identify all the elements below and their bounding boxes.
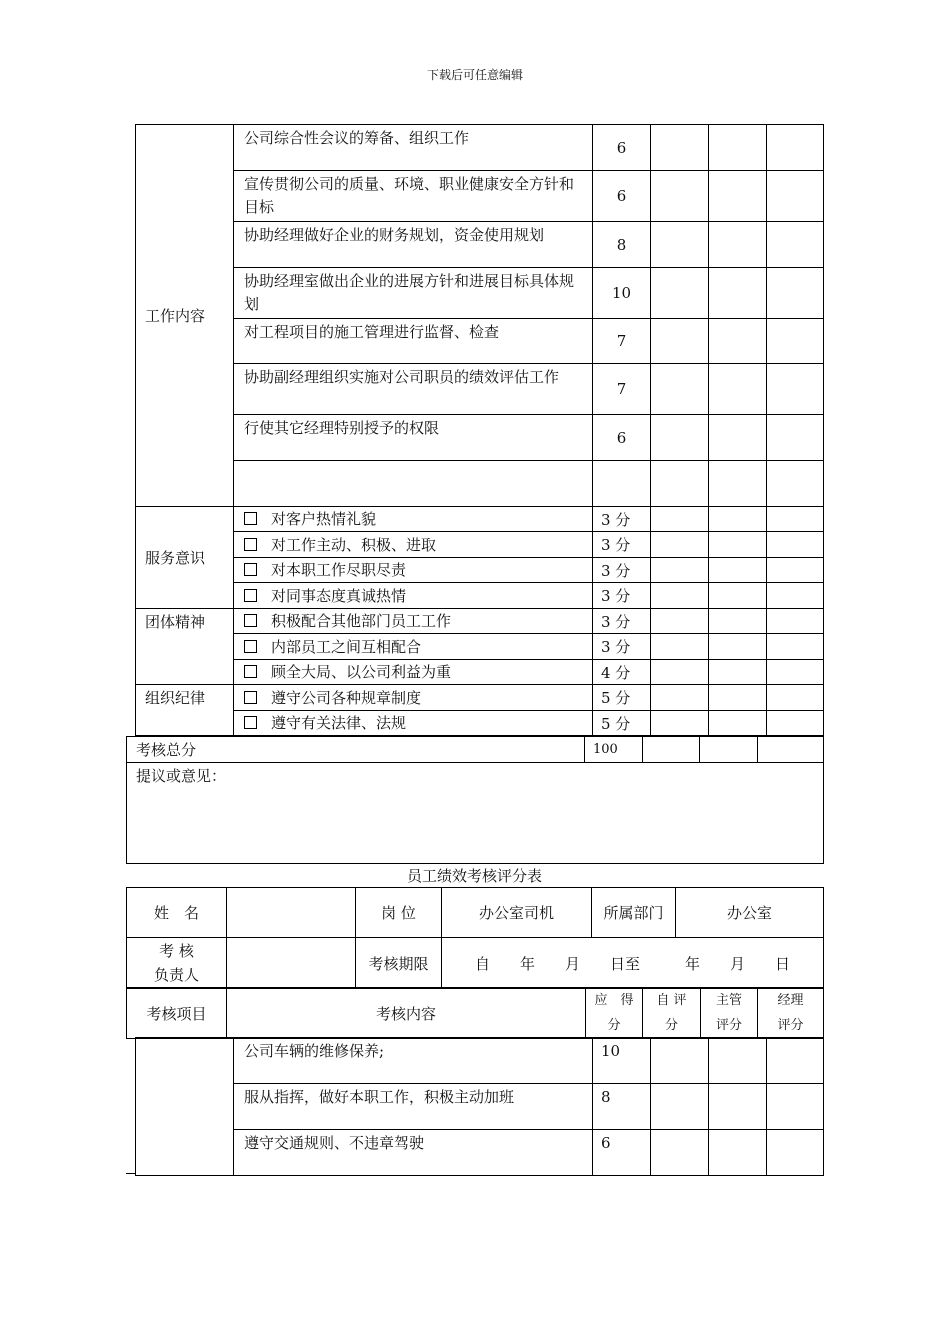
table-edge-mark xyxy=(126,1173,136,1174)
col-content-header: 考核内容 xyxy=(227,988,586,1039)
manager-score-cell[interactable] xyxy=(767,461,824,507)
self-score-cell[interactable] xyxy=(651,171,709,222)
item-score: 3 分 xyxy=(593,609,651,634)
item-score: 3 分 xyxy=(593,634,651,660)
self-score-cell[interactable] xyxy=(651,1084,709,1130)
self-score-cell[interactable] xyxy=(651,609,709,634)
work-item: 协助经理做好企业的财务规划，资金使用规划 xyxy=(234,222,593,268)
total-label: 考核总分 xyxy=(127,737,585,763)
driver-item: 公司车辆的维修保养; xyxy=(234,1038,593,1084)
col-due-score-header: 应 得 分 xyxy=(586,988,643,1039)
self-score-cell[interactable] xyxy=(651,222,709,268)
driver-score: 8 xyxy=(593,1084,651,1130)
category-discipline: 组织纪律 xyxy=(136,685,234,736)
self-score-cell[interactable] xyxy=(651,415,709,461)
manager-score-cell[interactable] xyxy=(767,1038,824,1084)
supervisor-score-cell[interactable] xyxy=(709,711,767,736)
checkbox-icon[interactable] xyxy=(244,614,257,627)
checkbox-icon[interactable] xyxy=(244,665,257,678)
checklist-item: 对同事态度真诚热情 xyxy=(234,583,593,609)
supervisor-score-cell[interactable] xyxy=(709,685,767,711)
self-score-cell[interactable] xyxy=(651,268,709,319)
driver-item-category xyxy=(136,1038,234,1176)
manager-score-cell[interactable] xyxy=(767,711,824,736)
manager-score-cell[interactable] xyxy=(767,558,824,583)
department-value: 办公室 xyxy=(676,888,824,938)
item-score: 3 分 xyxy=(593,532,651,558)
self-score-cell[interactable] xyxy=(651,634,709,660)
manager-score-cell[interactable] xyxy=(767,660,824,685)
self-score-cell[interactable] xyxy=(651,507,709,532)
checkbox-icon[interactable] xyxy=(244,589,257,602)
self-total-cell[interactable] xyxy=(643,737,700,763)
manager-score-cell[interactable] xyxy=(767,583,824,609)
checklist-item: 遵守有关法律、法规 xyxy=(234,711,593,736)
checkbox-icon[interactable] xyxy=(244,538,257,551)
supervisor-score-cell[interactable] xyxy=(709,1038,767,1084)
item-score: 3 分 xyxy=(593,583,651,609)
work-score-empty[interactable] xyxy=(593,461,651,507)
manager-score-cell[interactable] xyxy=(767,171,824,222)
work-score: 6 xyxy=(593,415,651,461)
suggestion-label: 提议或意见： xyxy=(136,767,227,785)
supervisor-score-cell[interactable] xyxy=(709,507,767,532)
manager-score-cell[interactable] xyxy=(767,609,824,634)
work-score: 7 xyxy=(593,364,651,415)
checklist-item: 遵守公司各种规章制度 xyxy=(234,685,593,711)
supervisor-score-cell[interactable] xyxy=(709,125,767,171)
checklist-item: 内部员工之间互相配合 xyxy=(234,634,593,660)
category-work: 工作内容 xyxy=(136,125,234,507)
manager-score-cell[interactable] xyxy=(767,634,824,660)
employee-info-table xyxy=(126,887,824,989)
work-score: 6 xyxy=(593,171,651,222)
work-item: 协助副经理组织实施对公司职员的绩效评估工作 xyxy=(234,364,593,415)
work-item: 对工程项目的施工管理进行监督、检查 xyxy=(234,319,593,364)
checklist-item: 对客户热情礼貌 xyxy=(234,507,593,532)
supervisor-score-cell[interactable] xyxy=(709,222,767,268)
position-label: 岗 位 xyxy=(356,888,442,938)
checkbox-icon[interactable] xyxy=(244,716,257,729)
self-score-cell[interactable] xyxy=(651,1130,709,1176)
period-value[interactable]: 自 年 月 日至 年 月 日 xyxy=(442,938,824,989)
driver-item: 遵守交通规则、不违章驾驶 xyxy=(234,1130,593,1176)
self-score-cell[interactable] xyxy=(651,1038,709,1084)
col-manager-score-header: 经理 评分 xyxy=(758,988,824,1039)
work-score: 8 xyxy=(593,222,651,268)
supervisor-score-cell[interactable] xyxy=(709,364,767,415)
work-content-table xyxy=(135,124,824,507)
attitude-table xyxy=(135,506,824,736)
work-item: 公司综合性会议的筹备、组织工作 xyxy=(234,125,593,171)
work-item: 宣传贯彻公司的质量、环境、职业健康安全方针和目标 xyxy=(234,171,593,222)
self-score-cell[interactable] xyxy=(651,685,709,711)
supervisor-score-cell[interactable] xyxy=(709,1130,767,1176)
name-field[interactable] xyxy=(227,888,356,938)
manager-score-cell[interactable] xyxy=(767,125,824,171)
checklist-item: 积极配合其他部门员工工作 xyxy=(234,609,593,634)
supervisor-score-cell[interactable] xyxy=(709,609,767,634)
supervisor-score-cell[interactable] xyxy=(709,558,767,583)
work-item: 行使其它经理特别授予的权限 xyxy=(234,415,593,461)
manager-score-cell[interactable] xyxy=(767,507,824,532)
self-score-cell[interactable] xyxy=(651,558,709,583)
name-label: 姓 名 xyxy=(127,888,227,938)
category-service: 服务意识 xyxy=(136,507,234,609)
self-score-cell[interactable] xyxy=(651,125,709,171)
checkbox-icon[interactable] xyxy=(244,691,257,704)
checklist-item: 对本职工作尽职尽责 xyxy=(234,558,593,583)
manager-score-cell[interactable] xyxy=(767,415,824,461)
self-score-cell[interactable] xyxy=(651,532,709,558)
supervisor-score-cell[interactable] xyxy=(709,171,767,222)
reviewer-label: 考 核 负责人 xyxy=(127,938,227,989)
col-supervisor-score-header: 主管 评分 xyxy=(701,988,758,1039)
work-item-empty[interactable] xyxy=(234,461,593,507)
col-self-score-header: 自 评 分 xyxy=(643,988,701,1039)
driver-score: 10 xyxy=(593,1038,651,1084)
supervisor-score-cell[interactable] xyxy=(709,319,767,364)
self-score-cell[interactable] xyxy=(651,583,709,609)
driver-score: 6 xyxy=(593,1130,651,1176)
item-score: 3 分 xyxy=(593,507,651,532)
suggestion-field[interactable] xyxy=(127,763,824,864)
driver-items-table xyxy=(135,1037,824,1176)
supervisor-total-cell[interactable] xyxy=(700,737,758,763)
manager-score-cell[interactable] xyxy=(767,685,824,711)
checkbox-icon[interactable] xyxy=(244,512,257,525)
col-item-header: 考核项目 xyxy=(127,988,227,1039)
manager-score-cell[interactable] xyxy=(767,532,824,558)
self-score-cell[interactable] xyxy=(651,461,709,507)
manager-score-cell[interactable] xyxy=(767,319,824,364)
supervisor-score-cell[interactable] xyxy=(709,415,767,461)
supervisor-score-cell[interactable] xyxy=(709,583,767,609)
form-title: 员工绩效考核评分表 xyxy=(406,867,542,885)
supervisor-score-cell[interactable] xyxy=(709,1084,767,1130)
work-score: 10 xyxy=(593,268,651,319)
department-label: 所属部门 xyxy=(592,888,676,938)
driver-item: 服从指挥，做好本职工作，积极主动加班 xyxy=(234,1084,593,1130)
checkbox-icon[interactable] xyxy=(244,563,257,576)
item-score: 4 分 xyxy=(593,660,651,685)
period-label: 考核期限 xyxy=(356,938,442,989)
supervisor-score-cell[interactable] xyxy=(709,660,767,685)
supervisor-score-cell[interactable] xyxy=(709,268,767,319)
header-note: 下载后可任意编辑 xyxy=(426,68,523,82)
category-team: 团体精神 xyxy=(136,609,234,685)
manager-score-cell[interactable] xyxy=(767,1084,824,1130)
supervisor-score-cell[interactable] xyxy=(709,634,767,660)
work-score: 6 xyxy=(593,125,651,171)
self-score-cell[interactable] xyxy=(651,660,709,685)
manager-score-cell[interactable] xyxy=(767,364,824,415)
manager-total-cell[interactable] xyxy=(758,737,824,763)
checklist-item: 对工作主动、积极、进取 xyxy=(234,532,593,558)
total-value: 100 xyxy=(585,737,643,763)
position-value: 办公室司机 xyxy=(442,888,592,938)
work-score: 7 xyxy=(593,319,651,364)
column-header-table xyxy=(126,987,824,1039)
supervisor-score-cell[interactable] xyxy=(709,532,767,558)
item-score: 5 分 xyxy=(593,685,651,711)
manager-score-cell[interactable] xyxy=(767,222,824,268)
supervisor-score-cell[interactable] xyxy=(709,461,767,507)
self-score-cell[interactable] xyxy=(651,711,709,736)
total-table xyxy=(126,736,824,864)
manager-score-cell[interactable] xyxy=(767,1130,824,1176)
checklist-item: 顾全大局、以公司利益为重 xyxy=(234,660,593,685)
reviewer-field[interactable] xyxy=(227,938,356,989)
work-item: 协助经理室做出企业的进展方针和进展目标具体规划 xyxy=(234,268,593,319)
item-score: 5 分 xyxy=(593,711,651,736)
manager-score-cell[interactable] xyxy=(767,268,824,319)
self-score-cell[interactable] xyxy=(651,319,709,364)
self-score-cell[interactable] xyxy=(651,364,709,415)
item-score: 3 分 xyxy=(593,558,651,583)
checkbox-icon[interactable] xyxy=(244,640,257,653)
